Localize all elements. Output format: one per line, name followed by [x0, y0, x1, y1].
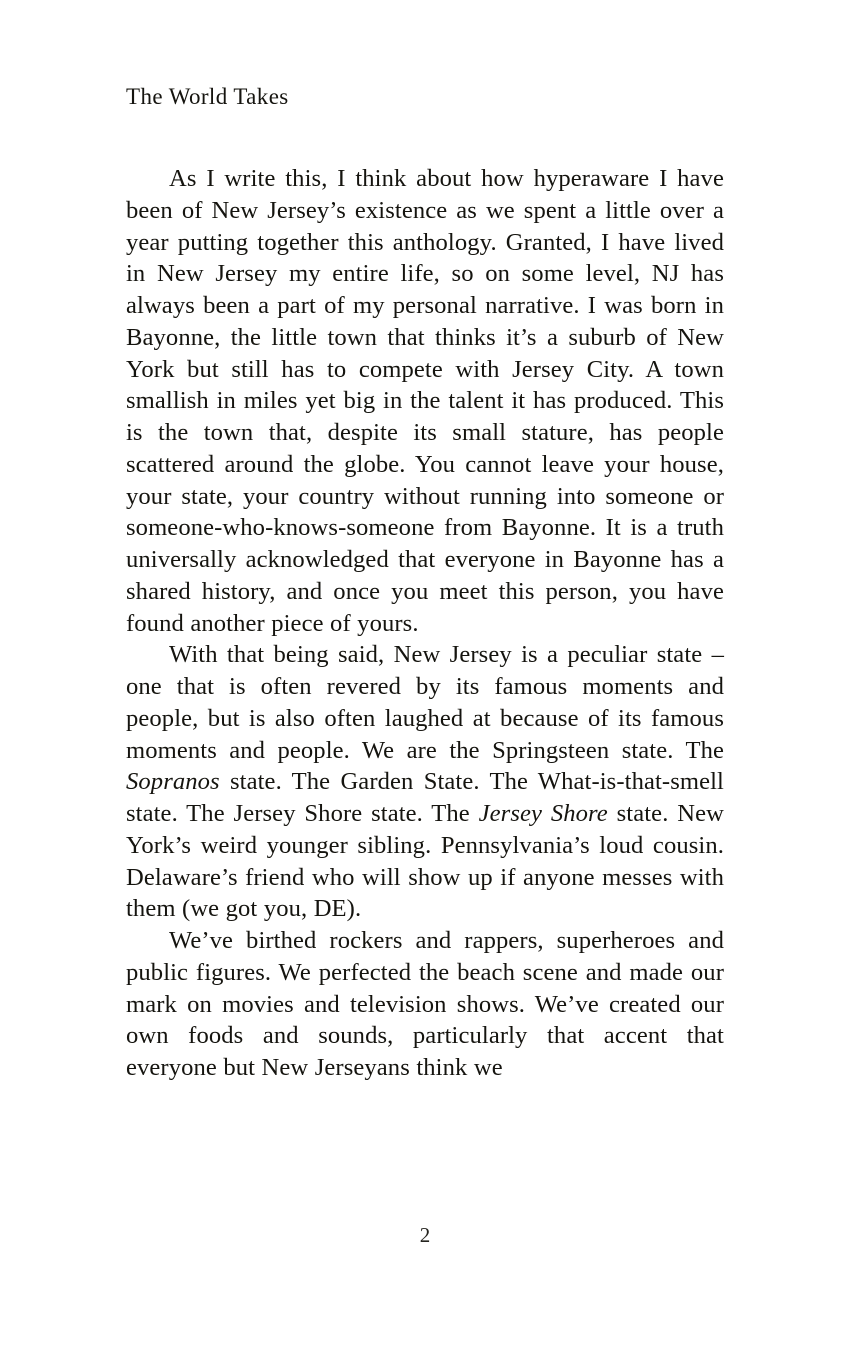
paragraph-1: [126, 163, 724, 639]
text-run: state. New York’s weird younger sibling. Pennsylvania’s loud cousin. Delaware’s friend who will show up if anyone messes with them (we got you, DE).: [126, 800, 724, 923]
text-run: state. The Garden State. The What-is-that-smell state. The Jersey Shore state. The: [126, 768, 724, 827]
body-text-block: [126, 163, 724, 1084]
italic-title: Jersey Shore: [478, 800, 608, 827]
text-run: We’ve birthed rockers and rappers, superheroes and public figures. We perfected the beach scene and made our mark on movies and television shows. We’ve created our own foods and sounds, particularly that accent that everyone but New Jerseyans think we: [126, 927, 724, 1081]
paragraph-2: [126, 639, 724, 925]
page-number: 2: [419, 1223, 431, 1247]
text-run: As I write this, I think about how hyperaware I have been of New Jersey’s existence as we spent a little over a year putting together this anthology. Granted, I have lived in New Jersey my entire life, so on some level, NJ has always been a part of my personal narrative. I was born in Bayonne, the little town that thinks it’s a suburb of New York but still has to compete with Jersey City. A town smallish in miles yet big in the talent it has produced. This is the town that, despite its small stature, has people scattered around the globe. You cannot leave your house, your state, your country without running into someone or someone-who-knows-someone from Bayonne. It is a truth universally acknowledged that everyone in Bayonne has a shared history, and once you meet this person, you have found another piece of yours.: [126, 165, 724, 637]
paragraph-3: [126, 925, 724, 1084]
text-run: With that being said, New Jersey is a peculiar state – one that is often revered by its famous moments and people, but is also often laughed at because of its famous moments and people. We are the Springsteen state. The: [126, 641, 724, 764]
italic-title: Sopranos: [126, 768, 220, 796]
running-head: The World Takes: [126, 84, 289, 109]
